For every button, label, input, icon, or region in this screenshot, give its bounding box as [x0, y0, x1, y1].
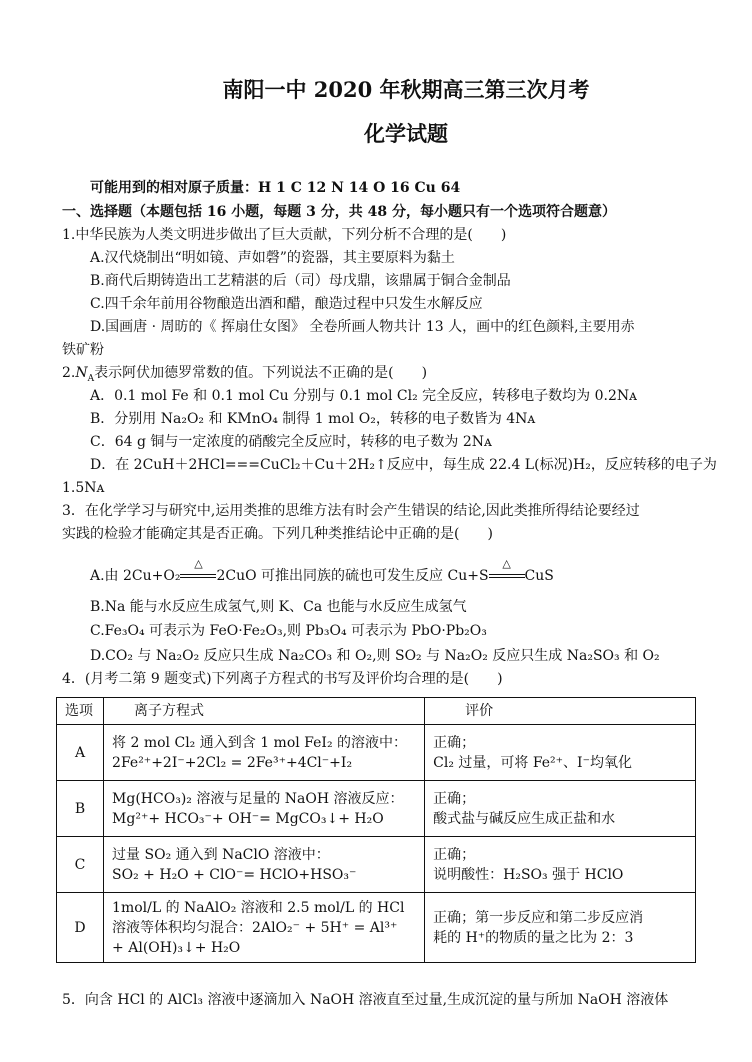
q2-stem: $2.N_A$表示阿伏加德罗常数的值。下列说法不正确的是( ): [62, 365, 428, 384]
row-equation: [104, 781, 425, 837]
heat-arrow: [180, 557, 216, 586]
q3-option-d: D.CO₂ 与 Na₂O₂ 反应只生成 Na₂CO₃ 和 O₂,则 SO₂ 与 Na₂O₂ 反应只生成 Na₂SO₃ 和 O₂: [90, 648, 660, 664]
q2-option-a: A．0.1 mol Fe 和 0.1 mol Cu 分别与 0.1 mol Cl₂ 完全反应，转移电子数均为 0.2Nᴀ: [90, 388, 638, 404]
q1-option-b: B.商代后期铸造出工艺精湛的后（司）母戊鼎，该鼎属于铜合金制品: [90, 273, 511, 289]
evaluation-line: Cl₂ 过量，可将 Fe²⁺、I⁻均氧化: [433, 754, 632, 771]
q2-option-b: B．分别用 Na₂O₂ 和 KMnO₄ 制得 1 mol O₂，转移的电子数皆为 4Nᴀ: [90, 411, 536, 427]
row-evaluation: [425, 837, 696, 893]
exam-subtitle: 化学试题: [364, 121, 448, 146]
row-equation: [104, 837, 425, 893]
q1-option-d-cont: 铁矿粉: [62, 342, 104, 358]
row-evaluation: [425, 725, 696, 781]
equation-line: Mg²⁺+ HCO₃⁻+ OH⁻= MgCO₃↓+ H₂O: [112, 810, 384, 827]
equation-line: Mg(HCO₃)₂ 溶液与足量的 NaOH 溶液反应：: [112, 790, 404, 807]
q5-stem: 5．向含 HCl 的 AlCl₃ 溶液中逐滴加入 NaOH 溶液直至过量,生成沉淀的量与所加 NaOH 溶液体: [62, 992, 669, 1008]
equation-line: 1mol/L 的 NaAlO₂ 溶液和 2.5 mol/L 的 HCl: [112, 899, 405, 916]
q3-a-part2: 2CuO 可推出同族的硫也可发生反应 Cu+S: [216, 568, 489, 584]
header-option: 选项: [57, 698, 104, 725]
header-equation: 离子方程式: [104, 698, 425, 725]
table-row: [57, 781, 696, 837]
evaluation-line: 说明酸性：H₂SO₃ 强于 HClO: [433, 866, 624, 883]
section-heading: 一、选择题（本题包括 16 小题，每题 3 分，共 48 分，每小题只有一个选项符合题意）: [62, 204, 616, 220]
table-row: [57, 837, 696, 893]
header-evaluation: 评价: [425, 698, 696, 725]
row-evaluation: [425, 781, 696, 837]
evaluation-line: 正确；: [433, 734, 476, 751]
atomic-masses: 可能用到的相对原子质量：H 1 C 12 N 14 O 16 Cu 64: [90, 180, 461, 196]
equation-line: + Al(OH)₃↓+ H₂O: [112, 939, 241, 956]
q2-stem-text: 表示阿伏加德罗常数的值。下列说法不正确的是( ): [94, 365, 428, 381]
row-option: D: [57, 893, 104, 963]
heat-symbol-2: △: [502, 557, 511, 570]
q3-a-part3: CuS: [524, 568, 554, 584]
q2-option-d: D．在 2CuH＋2HCl===CuCl₂＋Cu＋2H₂↑反应中，每生成 22.4 L(标况)H₂，反应转移的电子为: [90, 457, 717, 473]
equation-line: 2Fe²⁺+2I⁻+2Cl₂ = 2Fe³⁺+4Cl⁻+I₂: [112, 754, 353, 771]
row-equation: [104, 893, 425, 963]
q1-option-a: A.汉代烧制出“明如镜、声如磬”的瓷器，其主要原料为黏土: [90, 250, 455, 266]
equation-line: 过量 SO₂ 通入到 NaClO 溶液中：: [112, 846, 330, 863]
evaluation-line: 正确；第一步反应和第二步反应消: [433, 909, 644, 926]
equation-line: SO₂ + H₂O + ClO⁻= HClO+HSO₃⁻: [112, 866, 357, 883]
q4-table: [56, 697, 696, 963]
q3-stem: 3．在化学学习与研究中,运用类推的思维方法有时会产生错误的结论,因此类推所得结论要经过: [62, 503, 640, 519]
table-row: [57, 893, 696, 963]
exam-title: 南阳一中 2020 年秋期高三第三次月考: [222, 77, 590, 102]
q3-a-part1: A.由 2Cu+O₂: [90, 568, 181, 584]
table-row: [57, 725, 696, 781]
row-option: B: [57, 781, 104, 837]
q1-option-c: C.四千余年前用谷物酿造出酒和醋，酿造过程中只发生水解反应: [90, 296, 483, 312]
q1-option-d: D.国画唐 · 周昉的《 挥扇仕女图》 全卷所画人物共计 13 人，画中的红色颜料,主要用赤: [90, 319, 635, 335]
q3-option-b: B.Na 能与水反应生成氢气,则 K、Ca 也能与水反应生成氢气: [90, 599, 467, 615]
equation-line: 将 2 mol Cl₂ 通入到含 1 mol FeI₂ 的溶液中：: [112, 734, 408, 751]
q4-stem: 4．(月考二第 9 题变式)下列离子方程式的书写及评价均合理的是( ): [62, 671, 503, 687]
table-header-row: [57, 698, 696, 725]
evaluation-line: 耗的 H⁺的物质的量之比为 2：3: [433, 929, 634, 946]
row-equation: [104, 725, 425, 781]
q2-option-d-cont: 1.5Nᴀ: [62, 480, 105, 496]
equation-line: 溶液等体积均匀混合：2AlO₂⁻ + 5H⁺ = Al³⁺: [112, 919, 398, 936]
row-option: C: [57, 837, 104, 893]
q1-stem: 1.中华民族为人类文明进步做出了巨大贡献，下列分析不合理的是( ): [62, 227, 507, 243]
evaluation-line: 正确；: [433, 790, 476, 807]
q3-option-a: [90, 557, 712, 586]
heat-arrow-2: [489, 557, 525, 586]
evaluation-line: 正确；: [433, 846, 476, 863]
q2-option-c: C．64 g 铜与一定浓度的硝酸完全反应时，转移的电子数为 2Nᴀ: [90, 434, 492, 450]
row-evaluation: [425, 893, 696, 963]
q3-stem-cont: 实践的检验才能确定其是否正确。下列几种类推结论中正确的是( ): [62, 526, 493, 542]
row-option: A: [57, 725, 104, 781]
evaluation-line: 酸式盐与碱反应生成正盐和水: [433, 810, 616, 827]
heat-symbol: △: [194, 557, 203, 570]
q3-option-c: C.Fe₃O₄ 可表示为 FeO·Fe₂O₃,则 Pb₃O₄ 可表示为 PbO·Pb₂O₃: [90, 623, 487, 639]
